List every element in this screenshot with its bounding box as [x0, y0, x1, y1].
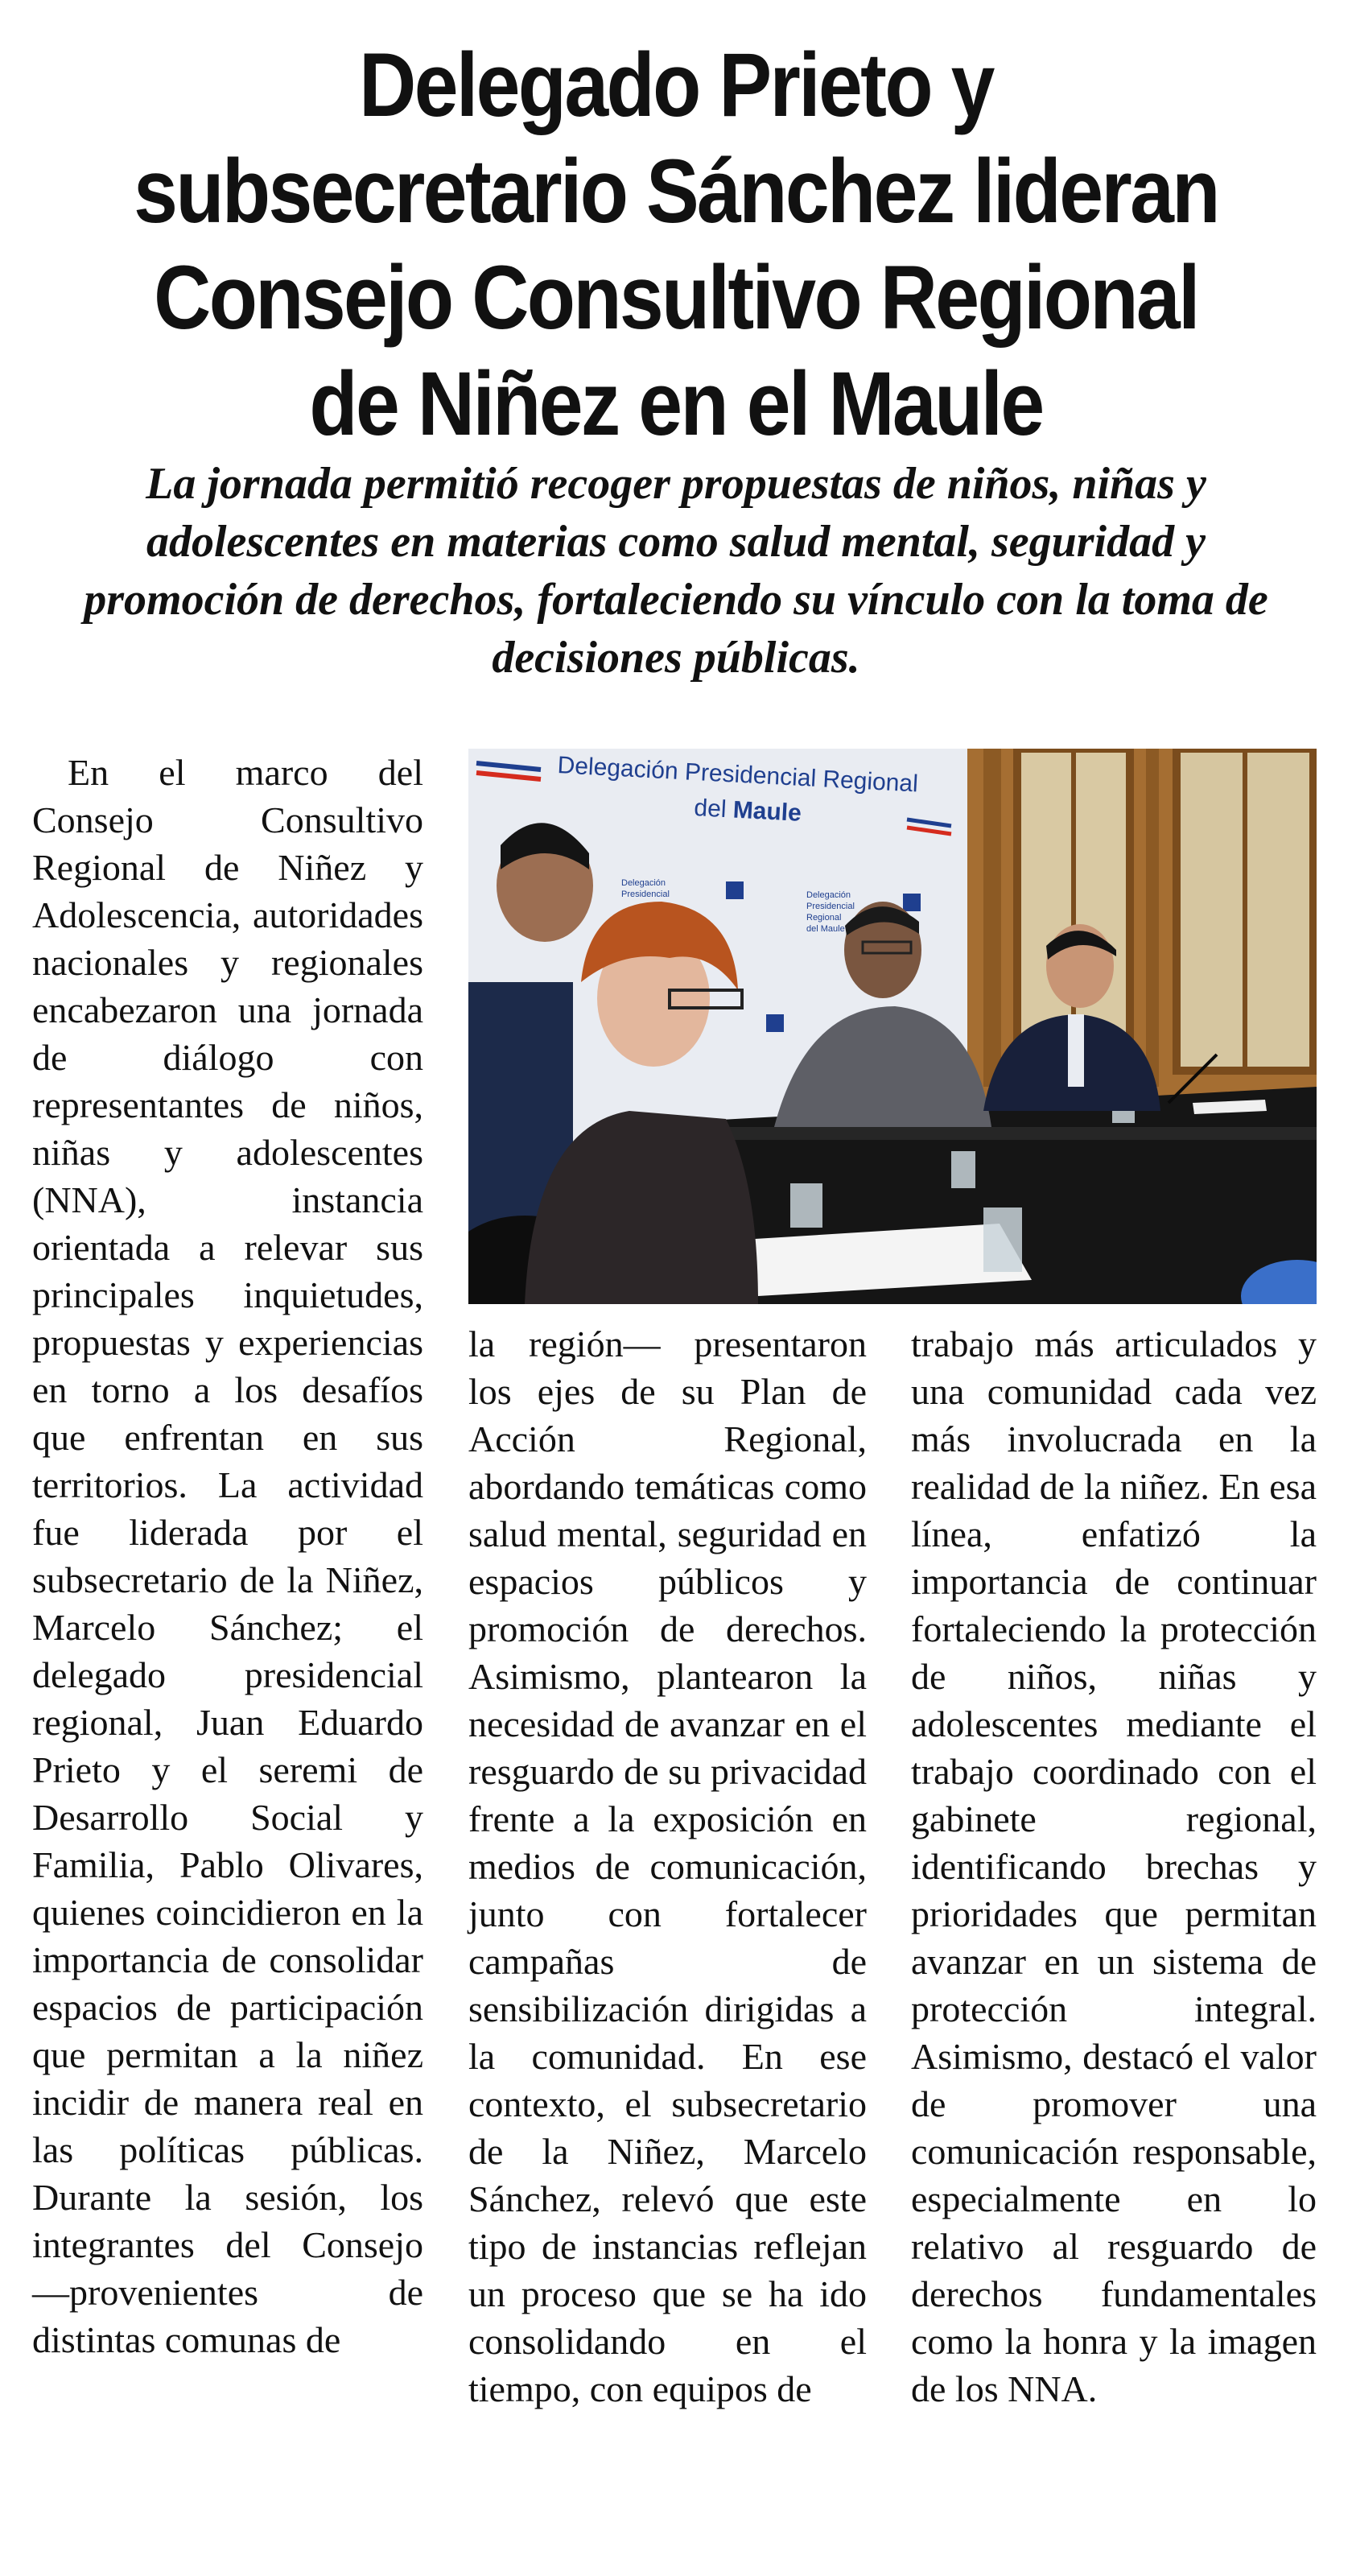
article-column-3	[911, 1320, 1317, 2413]
article-column-1	[32, 749, 423, 2363]
article-column-2	[468, 1320, 867, 2413]
article-subheadline: La jornada permitió recoger propuestas de niños, niñas y adolescentes en materias como salud mental, seguridad y promoción de derechos, fortaleciendo su vínculo con la toma de decisiones públicas.	[84, 459, 1268, 683]
column-2-text: la región— presentaron los ejes de su Plan de Acción Regional, abordando temáticas como salud mental, seguridad en espacios públicos y promoción de derechos. Asimismo, plantearon la necesidad de avanzar en el resguardo de su privacidad frente a la exposición en medios de comunicación, junto con fortalecer campañas de sensibilización dirigidas a la comunidad. En ese contexto, el subsecretario de la Niñez, Marcelo Sánchez, relevó que este tipo de instancias reflejan un proceso que se ha ido consolidando en el tiempo, con equipos de	[468, 1323, 867, 2409]
svg-text:Delegación: Delegación	[621, 878, 666, 888]
banner-title-line2: del Maule	[693, 794, 802, 827]
article-photo	[468, 749, 1317, 1304]
svg-text:Presidencial: Presidencial	[621, 890, 670, 899]
svg-text:del Maule: del Maule	[806, 924, 845, 934]
banner-title-line1: Delegación Presidencial Regional	[556, 752, 919, 798]
column-1-text: En el marco del Consejo Consultivo Regional de Niñez y Adolescencia, autoridades nacionales y regionales encabezaron una jornada de diálogo con representantes de niños, niñas y adolescentes (NNA), instancia orientada a relevar sus principales inquietudes, propuestas y experiencias en torno a los desafíos que enfrentan en sus territorios. La actividad fue liderada por el subsecretario de la Niñez, Marcelo Sánchez; el delegado presidencial regional, Juan Eduardo Prieto y el seremi de Desarrollo Social y Familia, Pablo Olivares, quienes coincidieron en la importancia de consolidar espacios de participación que permitan a la niñez incidir de manera real en las políticas públicas. Durante la sesión, los integrantes del Consejo —provenientes de distintas comunas de	[32, 752, 423, 2360]
svg-text:Regional: Regional	[806, 913, 842, 923]
column-3-text: trabajo más articulados y una comunidad cada vez más involucrada en la realidad de la niñez. En esa línea, enfatizó la importancia de continuar fortaleciendo la protección de niños, niñas y adolescentes mediante el trabajo coordinado con el gabinete regional, identificando brechas y prioridades que permitan avanzar en un sistema de protección integral. Asimismo, destacó el valor de promover una comunicación responsable, especialmente en lo relativo al resguardo de derechos fundamentales como la honra y la imagen de los NNA.	[911, 1323, 1317, 2409]
svg-text:Presidencial: Presidencial	[806, 902, 855, 911]
article-headline: Delegado Prieto y subsecretario Sánchez lideran Consejo Consultivo Regional de Niñez en el Maule	[134, 35, 1218, 454]
svg-text:Delegación: Delegación	[806, 890, 851, 900]
